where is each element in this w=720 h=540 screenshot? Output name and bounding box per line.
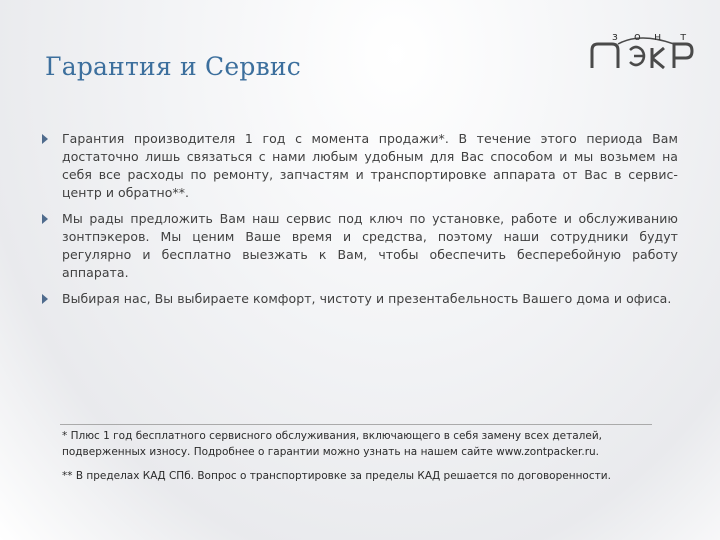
bullet-text: Гарантия производителя 1 год с момента продажи*. В течение этого периода Вам достаточно лишь связаться с нами любым удобным для Вас способом и мы возьмем на себя все расходы по ремонту, запчастям и транспортировке аппарата от Вас в сервис-центр и обратно**. [62, 131, 678, 200]
list-item [42, 290, 678, 308]
footnote-transport: ** В пределах КАД СПб. Вопрос о транспортировке за пределы КАД решается по договоренности. [62, 470, 611, 482]
bullet-text: Выбирая нас, Вы выбираете комфорт, чистоту и презентабельность Вашего дома и офиса. [62, 291, 672, 306]
bullet-arrow-icon [42, 294, 48, 304]
logo-letter: н [654, 30, 662, 43]
footnote-divider [60, 424, 652, 425]
bullet-list [42, 130, 678, 316]
bullet-text: Мы рады предложить Вам наш сервис под ключ по установке, работе и обслуживанию зонтпэкеров. Мы ценим Ваше время и средства, поэтому наши сотрудники будут регулярно и бесплатно выезжать к Вам, чтобы обеспечить бесперебойную работу аппарата. [62, 211, 678, 280]
bullet-arrow-icon [42, 134, 48, 144]
list-item [42, 210, 678, 282]
logo-letter: т [680, 30, 687, 43]
footnotes [62, 428, 662, 484]
bullet-arrow-icon [42, 214, 48, 224]
list-item [42, 130, 678, 202]
company-logo [588, 30, 696, 76]
footnote-warranty: * Плюс 1 год бесплатного сервисного обслуживания, включающего в себя замену всех деталей, подверженных износу. Подробнее о гарантии можно узнать на нашем сайте www.zontpacker.ru. [62, 430, 603, 458]
logo-letter: о [634, 30, 641, 43]
logo-letter: з [612, 30, 618, 43]
slide-title: Гарантия и Сервис [45, 52, 301, 81]
